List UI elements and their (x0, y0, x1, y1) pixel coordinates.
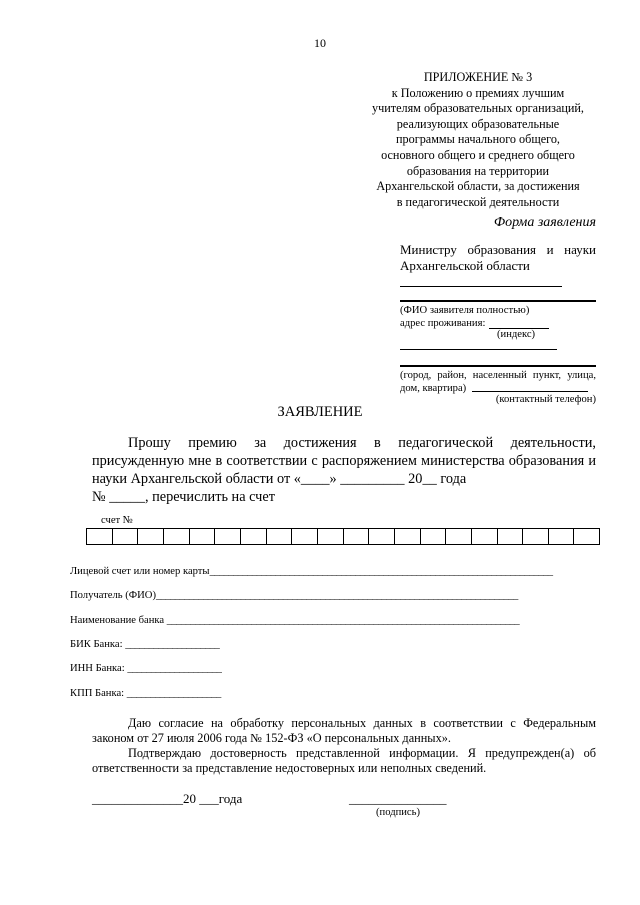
account-label: счет № (101, 515, 133, 526)
applicant-blank-line[interactable] (400, 286, 562, 287)
field-label: Получатель (ФИО) (70, 590, 156, 601)
account-digit-cell[interactable] (574, 529, 599, 544)
account-digit-cell[interactable] (344, 529, 370, 544)
account-digit-cell[interactable] (164, 529, 190, 544)
field-line: ____________________ (127, 663, 222, 674)
recipient-field[interactable] (70, 590, 518, 601)
account-digit-cell[interactable] (267, 529, 293, 544)
confirmation-paragraph: Подтверждаю достоверность представленной информации. Я предупрежден(а) об ответственности за представление недостоверных или неполных сведений. (92, 746, 596, 775)
fio-line[interactable] (400, 300, 596, 302)
date-field[interactable]: ______________20 ___года (92, 791, 243, 806)
field-line: _________________________________________________________________________ (209, 566, 553, 577)
address-label: адрес проживания: (400, 318, 486, 329)
fio-hint: (ФИО заявителя полностью) (400, 305, 530, 316)
account-digit-cell[interactable] (421, 529, 447, 544)
field-line: _____________________________________________________________________________ (155, 590, 518, 601)
appendix-block (358, 70, 598, 210)
account-digit-cell[interactable] (292, 529, 318, 544)
appendix-line: программы начального общего, (396, 132, 560, 147)
form-type-label: Форма заявления (493, 215, 596, 230)
account-digit-cell[interactable] (369, 529, 395, 544)
account-digit-cell[interactable] (498, 529, 524, 544)
field-line: ____________________ (126, 688, 221, 699)
account-digit-cell[interactable] (472, 529, 498, 544)
account-digit-cell[interactable] (138, 529, 164, 544)
phone-line[interactable] (472, 391, 588, 392)
field-label: БИК Банка: (70, 639, 123, 650)
field-label: КПП Банка: (70, 688, 125, 699)
card-number-field[interactable] (70, 566, 552, 577)
field-label: Наименование банка (70, 615, 165, 626)
account-digit-cell[interactable] (190, 529, 216, 544)
account-digit-cell[interactable] (241, 529, 267, 544)
addressee: Министру образования и науки Архангельской области (400, 242, 596, 273)
account-number-cells[interactable] (86, 528, 600, 545)
phone-hint: (контактный телефон) (495, 394, 596, 405)
page-number: 10 (314, 36, 326, 50)
inn-field[interactable] (70, 663, 221, 674)
bik-field[interactable] (70, 639, 219, 650)
field-label: Лицевой счет или номер карты (70, 566, 210, 577)
account-digit-cell[interactable] (523, 529, 549, 544)
request-text (92, 434, 596, 506)
signature-field[interactable]: _______________ (349, 791, 447, 806)
account-digit-cell[interactable] (549, 529, 575, 544)
account-digit-cell[interactable] (395, 529, 421, 544)
location-line[interactable] (400, 365, 596, 367)
signature-hint: (подпись) (376, 807, 420, 818)
account-digit-cell[interactable] (215, 529, 241, 544)
consent-block (92, 716, 596, 776)
appendix-line: в педагогической деятельности (396, 194, 560, 209)
field-label: ИНН Банка: (70, 663, 125, 674)
consent-paragraph: Даю согласие на обработку персональных данных в соответствии с Федеральным законом от 27 июля 2006 года № 152-ФЗ «О персональных данных». (92, 716, 596, 745)
request-last-line: № _____, перечислить на счет (92, 489, 275, 505)
field-line: ____________________ (125, 639, 220, 650)
account-digit-cell[interactable] (87, 529, 113, 544)
appendix-line: реализующих образовательные (396, 116, 560, 131)
location-hint: (город, район, населенный пункт, улица, дом, квартира) (400, 370, 596, 394)
kpp-field[interactable] (70, 688, 221, 699)
appendix-line: учителям образовательных организаций, (372, 101, 584, 116)
request-main: Прошу премию за достижения в педагогической деятельности, присужденную мне в соответствии с распоряжением министерства образования и науки Архангельской области от «____» _________ 20__ года (92, 435, 596, 487)
account-digit-cell[interactable] (318, 529, 344, 544)
appendix-title: ПРИЛОЖЕНИЕ № 3 (423, 70, 533, 84)
bank-name-field[interactable] (70, 615, 519, 626)
appendix-line: образования на территории (406, 163, 550, 178)
address-blank-line[interactable] (400, 349, 557, 350)
account-digit-cell[interactable] (446, 529, 472, 544)
document-title: ЗАЯВЛЕНИЕ (277, 404, 363, 420)
account-digit-cell[interactable] (113, 529, 139, 544)
appendix-line: основного общего и среднего общего (381, 147, 575, 162)
field-line: ___________________________________________________________________________ (166, 615, 520, 626)
index-hint: (индекс) (497, 329, 536, 340)
appendix-line: к Положению о премиях лучшим (391, 85, 565, 100)
appendix-line: Архангельской области, за достижения (376, 179, 580, 194)
